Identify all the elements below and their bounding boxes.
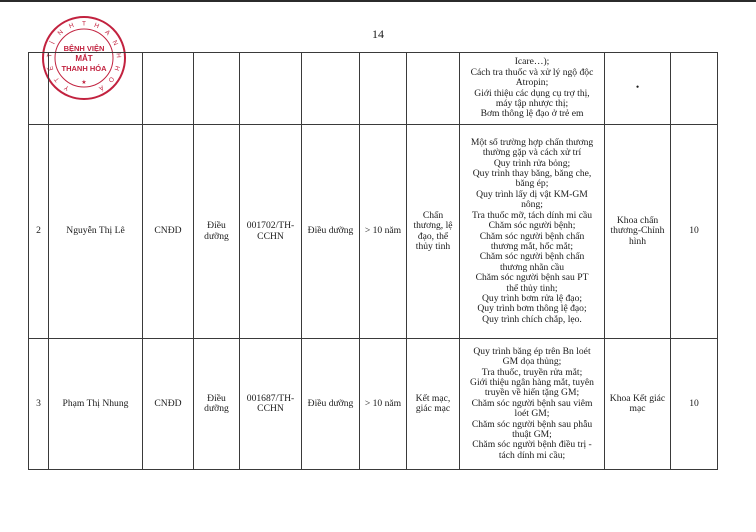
table-row — [29, 125, 718, 339]
experience-cell — [360, 53, 407, 125]
task-line: Cách tra thuốc và xử lý ngộ độc — [470, 66, 594, 78]
qualification-cell: CNĐD — [143, 125, 194, 339]
top-border — [0, 0, 756, 2]
task-line: Tra thuốc mỡ, tách dính mi cầu — [471, 209, 593, 221]
row-number-cell — [29, 53, 49, 125]
task-line: Chăm sóc người bệnh; — [488, 220, 576, 232]
stamp-letter: T — [82, 20, 86, 28]
tasks-cell — [460, 339, 605, 470]
task-line: tách dính mi cầu; — [498, 449, 566, 461]
table-body — [29, 53, 718, 470]
svg-text:BỆNH VIỆN: BỆNH VIỆN — [63, 44, 105, 53]
task-line: thể thủy tinh; — [506, 282, 558, 294]
task-line: Quy trình lấy dị vật KM-GM — [476, 188, 588, 200]
table-row — [29, 53, 718, 125]
staff-table — [28, 52, 718, 470]
department-cell: Khoa chấn thương-Chỉnh hình — [605, 125, 671, 339]
task-line: loét GM; — [514, 408, 550, 420]
task-line: Quy trình chích chắp, lẹo. — [482, 313, 582, 325]
svg-text:THANH HÓA: THANH HÓA — [61, 64, 107, 73]
task-line: Bơm thông lệ đạo ở trẻ em — [480, 108, 584, 120]
task-line: truyền về hiến tặng GM; — [484, 387, 580, 399]
task-line: máy tập nhược thị; — [495, 97, 569, 109]
task-line: Chăm sóc người bệnh chấn — [479, 230, 585, 242]
task-line: Giới thiệu ngân hàng mắt, tuyên — [470, 376, 594, 388]
job-title-cell: Điều dưỡng — [194, 125, 240, 339]
certificate-number-cell: 001702/TH-CCHN — [240, 125, 302, 339]
task-line: thuật GM; — [512, 429, 552, 441]
task-line: Chăm sóc người bệnh chấn — [479, 251, 585, 263]
stamp-letter: T — [53, 75, 62, 84]
task-line: Chăm sóc người bệnh điều trị - — [472, 439, 592, 451]
stamp-letter: H — [68, 22, 75, 31]
certificate-number-cell: 001687/TH-CCHN — [240, 339, 302, 470]
staff-name-cell: Nguyễn Thị Lê — [49, 125, 143, 339]
stamp-letter: O — [106, 75, 116, 84]
svg-text:★: ★ — [81, 80, 87, 86]
table-row — [29, 339, 718, 470]
stamp-letter: H — [93, 22, 100, 31]
stamp-letter: H — [114, 52, 122, 59]
svg-text:MẮT: MẮT — [75, 54, 93, 63]
staff-name-cell — [49, 53, 143, 125]
task-line: GM dọa thủng; — [502, 356, 562, 368]
task-line: thường gặp và cách xử trí — [482, 147, 582, 159]
position-cell — [302, 53, 360, 125]
page-number: 14 — [372, 27, 384, 41]
task-line: nông; — [521, 199, 543, 211]
count-cell — [671, 53, 718, 125]
row-number-cell: 3 — [29, 339, 49, 470]
stamp-letter: N — [56, 28, 65, 38]
task-line: thương mắt, hốc mắt; — [490, 240, 574, 252]
stamp-letter: N — [110, 39, 119, 47]
stamp-letter: A — [103, 28, 112, 37]
job-title-cell — [194, 53, 240, 125]
tasks-cell — [460, 53, 605, 125]
certificate-number-cell — [240, 53, 302, 125]
task-line: Tra thuốc, truyền rửa mắt; — [481, 366, 583, 378]
task-line: Chăm sóc người bệnh sau viêm — [471, 397, 593, 409]
stamp-letter: Á — [97, 83, 105, 92]
position-cell: Điều dưỡng — [302, 339, 360, 470]
experience-cell: > 10 năm — [360, 125, 407, 339]
tasks-cell — [460, 125, 605, 339]
task-line: Quy trình bơm thông lệ đạo; — [477, 303, 587, 315]
department-cell: • — [605, 53, 671, 125]
row-number-cell: 2 — [29, 125, 49, 339]
task-line: thương nhãn cầu — [499, 261, 565, 273]
specialty-cell: Kết mạc, giác mạc — [407, 339, 460, 470]
experience-cell: > 10 năm — [360, 339, 407, 470]
task-line: Quy trình bơm rửa lệ đạo; — [481, 292, 583, 304]
task-line: Icare…); — [514, 56, 550, 68]
task-line: Chăm sóc người bệnh sau phẫu — [471, 418, 593, 430]
task-line: Một số trường hợp chấn thương — [470, 136, 594, 148]
task-line: Quy trình băng ép trên Bn loét — [473, 345, 591, 357]
task-line: Atropin; — [515, 77, 549, 89]
specialty-cell: Chấn thương, lệ đạo, thể thủy tinh — [407, 125, 460, 339]
stamp-letter: T — [46, 53, 54, 58]
count-cell: 10 — [671, 125, 718, 339]
department-cell: Khoa Kết giác mạc — [605, 339, 671, 470]
stamp-letter: Y — [63, 83, 71, 92]
position-cell: Điều dưỡng — [302, 125, 360, 339]
specialty-cell — [407, 53, 460, 125]
stamp-letter: Ỉ — [49, 40, 57, 46]
job-title-cell: Điều dưỡng — [194, 339, 240, 470]
task-line: Quy trình thay băng, băng che, — [472, 168, 592, 180]
task-line: Giới thiệu các dụng cụ trợ thị, — [474, 87, 590, 99]
count-cell: 10 — [671, 339, 718, 470]
task-line: băng ép; — [515, 178, 549, 190]
qualification-cell — [143, 53, 194, 125]
stamp-letter: H — [112, 64, 121, 72]
stamp-letter: Ế — [47, 64, 56, 72]
staff-name-cell: Phạm Thị Nhung — [49, 339, 143, 470]
task-line: Quy trình rửa bỏng; — [493, 157, 571, 169]
qualification-cell: CNĐD — [143, 339, 194, 470]
task-line: Chăm sóc người bệnh sau PT — [475, 272, 589, 284]
